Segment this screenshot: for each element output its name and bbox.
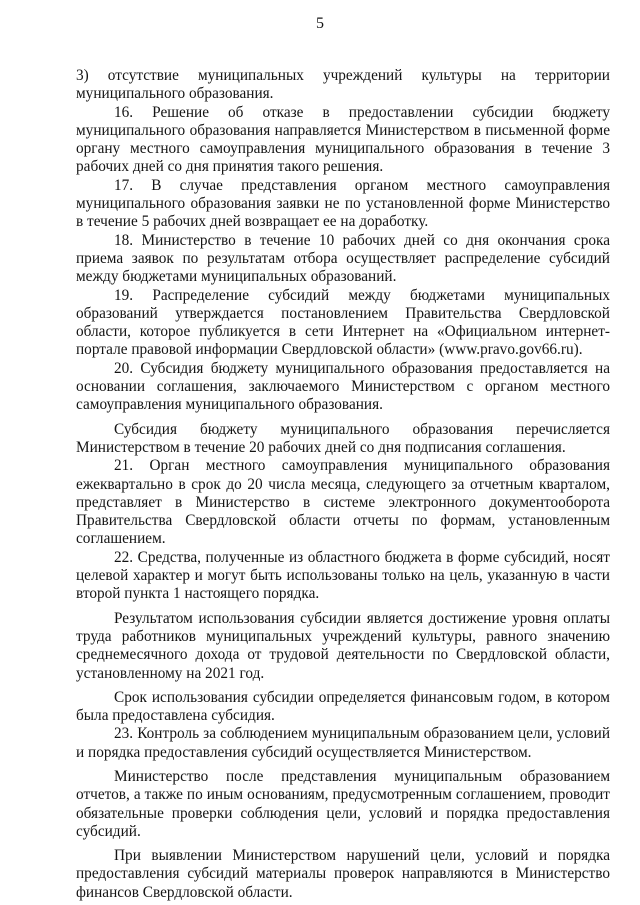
- paragraph-16: 16. Решение об отказе в предоставлении субсидии бюджету муниципального образования направляется Министерством в письменной форме органу местного самоуправления муниципального образования в течение 3 рабочих дней со дня принятия такого решения.: [76, 103, 610, 176]
- paragraph-item-3-continuation: 3) отсутствие муниципальных учреждений культуры на территории муниципального образования.: [76, 67, 610, 103]
- paragraph-20-transfer: Субсидия бюджету муниципального образования перечисляется Министерством в течение 20 рабочих дней со дня подписания соглашения.: [76, 420, 610, 456]
- paragraph-18: 18. Министерство в течение 10 рабочих дней со дня окончания срока приема заявок по результатам отбора осуществляет распределение субсидий между бюджетами муниципальных образований.: [76, 231, 610, 286]
- paragraph-23-inspections: Министерство после представления муниципальным образованием отчетов, а также по иным основаниям, предусмотренным соглашением, проводит обязательные проверки соблюдения цели, условий и порядка предоставления субсидий.: [76, 767, 610, 840]
- paragraph-21: 21. Орган местного самоуправления муниципального образования ежеквартально в срок до 20 числа месяца, следующего за отчетным кварталом, представляет в Министерство в системе электронного документооборота Правительства Свердловской области отчеты по формам, установленным соглашением.: [76, 457, 610, 548]
- paragraph-23-violations: При выявлении Министерством нарушений цели, условий и порядка предоставления субсидий материалы проверок направляются в Министерство финансов Свердловской области.: [76, 847, 610, 901]
- page-number: 5: [316, 15, 324, 32]
- paragraph-22-result: Результатом использования субсидии является достижение уровня оплаты труда работников муниципальных учреждений культуры, равного значению среднемесячного дохода от трудовой деятельности по Свердловской области, установленному на 2021 год.: [76, 609, 610, 682]
- paragraph-17: 17. В случае представления органом местного самоуправления муниципального образования заявки не по установленной форме Министерство в течение 5 рабочих дней возвращает ее на доработку.: [76, 176, 610, 231]
- document-body: [76, 67, 610, 902]
- paragraph-19: 19. Распределение субсидий между бюджетами муниципальных образований утверждается постановлением Правительства Свердловской области, которое публикуется в сети Интернет на «Официальном интернет-портале правовой информации Свердловской области» (www.pravo.gov66.ru).: [76, 286, 610, 359]
- paragraph-20: 20. Субсидия бюджету муниципального образования предоставляется на основании соглашения, заключаемого Министерством с органом местного самоуправления муниципального образования.: [76, 359, 610, 414]
- paragraph-23: 23. Контроль за соблюдением муниципальным образованием цели, условий и порядка предоставления субсидий осуществляется Министерством.: [76, 725, 610, 761]
- paragraph-22: 22. Средства, полученные из областного бюджета в форме субсидий, носят целевой характер и могут быть использованы только на цель, указанную в части второй пункта 1 настоящего порядка.: [76, 548, 610, 603]
- paragraph-22-term: Срок использования субсидии определяется финансовым годом, в котором была предоставлена субсидия.: [76, 688, 610, 725]
